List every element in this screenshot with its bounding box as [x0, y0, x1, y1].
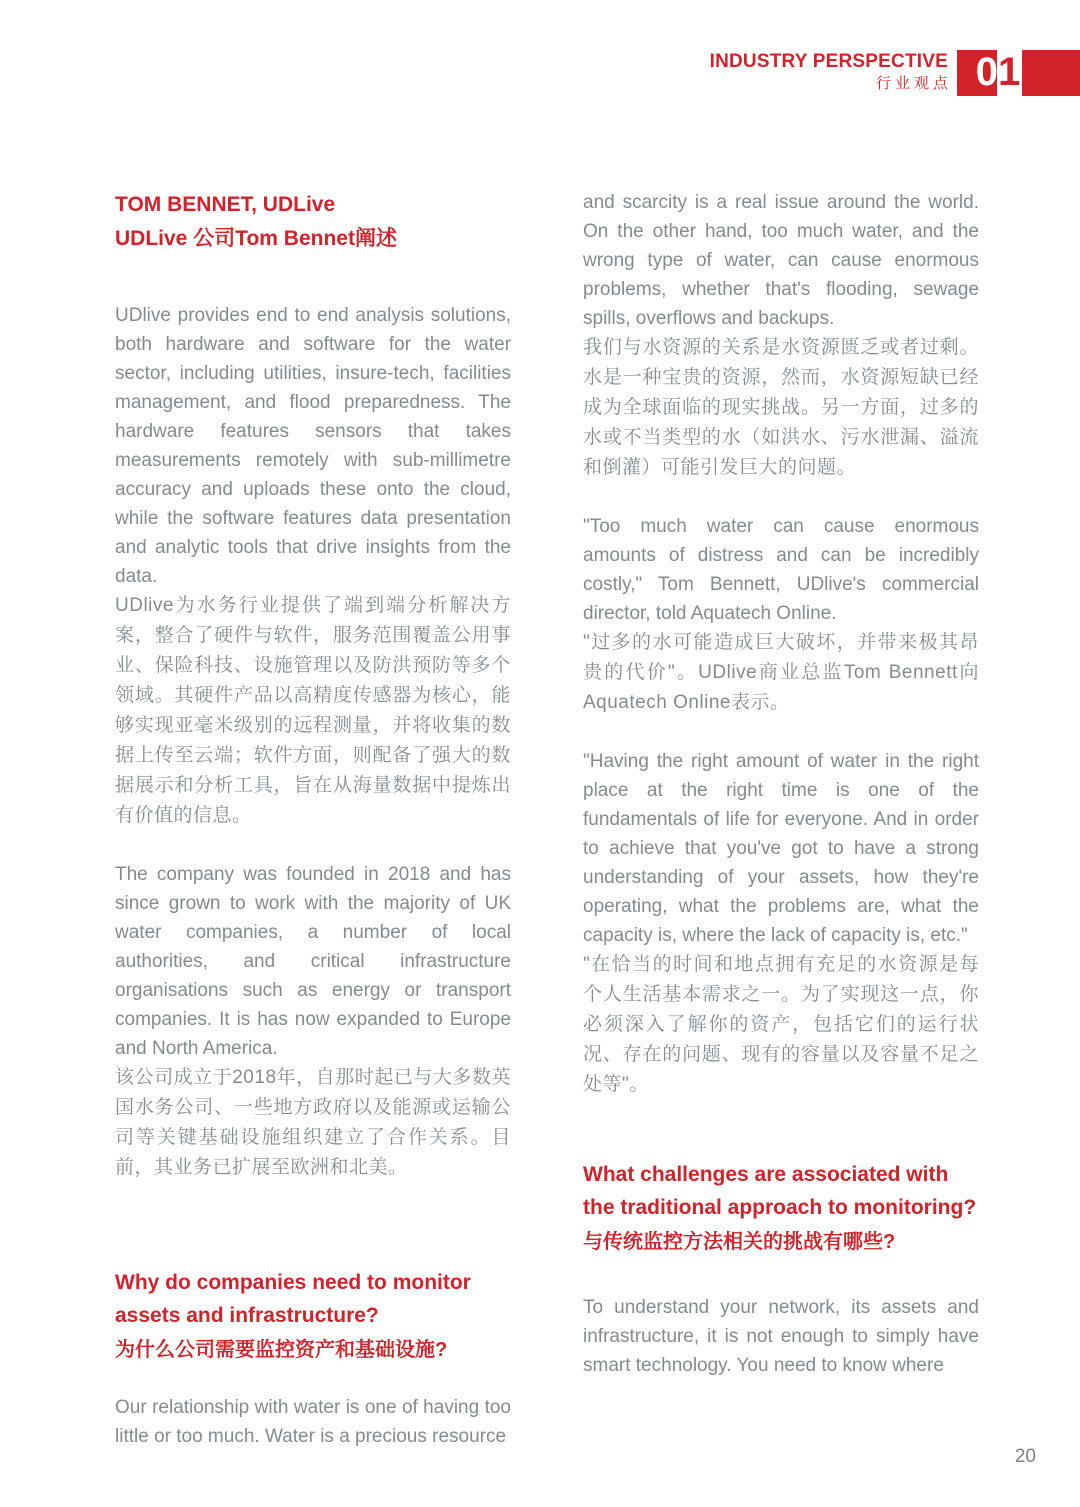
paragraph-en: To understand your network, its assets and infrastructure, it is not enough to simply have smart technology. You need to know where: [583, 1297, 979, 1376]
paragraph-en: "Having the right amount of water in the right place at the right time is one of the fundamentals of life for everyone. And in order to achieve that you've got to have a strong understanding of your assets, how they're operating, what the problems are, what the capacity is, where the lack of capacity is, etc.": [583, 751, 979, 946]
paragraph-en: Our relationship with water is one of having too little or too much. Water is a precious resource: [115, 1397, 511, 1447]
issue-badge-right-block: [1022, 50, 1080, 96]
issue-badge-left-block: [957, 50, 997, 96]
issue-number-badge: [957, 50, 1080, 96]
paragraph-en: "Too much water can cause enormous amounts of distress and can be incredibly costly," Tom Bennett, UDlive's commercial director, told Aquatech Online.: [583, 516, 979, 624]
question-heading-monitor: [115, 1266, 511, 1368]
paragraph-cn: "过多的水可能造成巨大破坏，并带来极其昂贵的代价"。UDlive商业总监Tom Bennett向Aquatech Online表示。: [583, 632, 979, 713]
paragraph-en: UDlive provides end to end analysis solutions, both hardware and software for the water sector, including utilities, insure-tech, facilities management, and flood preparedness. The hardware features sensors that takes measurements remotely with sub-millimetre accuracy and uploads these onto the cloud, while the software features data presentation and analytic tools that drive insights from the data.: [115, 305, 511, 587]
speaker-heading-en: TOM BENNET, UDLive: [115, 193, 336, 216]
issue-digit-one: 1: [998, 50, 1021, 94]
answer-start-block: [115, 1393, 511, 1451]
quote-costly-block: [583, 512, 979, 718]
question-cn: 与传统监控方法相关的挑战有哪些?: [583, 1231, 896, 1253]
left-column: [115, 188, 511, 1451]
answer-start-block: [583, 1293, 979, 1380]
paragraph-cn: 该公司成立于2018年，自那时起已与大多数英国水务公司、一些地方政府以及能源或运输公司等关键基础设施组织建立了合作关系。目前，其业务已扩展至欧洲和北美。: [115, 1067, 511, 1178]
page-header: [710, 50, 1080, 96]
question-en: What challenges are associated with the traditional approach to monitoring?: [583, 1163, 977, 1219]
page-number: 20: [1014, 1446, 1036, 1467]
paragraph-cn: UDlive为水务行业提供了端到端分析解决方案，整合了硬件与软件，服务范围覆盖公用事业、保险科技、设施管理以及防洪预防等多个领域。其硬件产品以高精度传感器为核心，能够实现亚毫米级别的远程测量，并将收集的数据上传至云端；软件方面，则配备了强大的数据展示和分析工具，旨在从海量数据中提炼出有价值的信息。: [115, 595, 511, 826]
paragraph-en: and scarcity is a real issue around the world. On the other hand, too much water, and the wrong type of water, can cause enormous problems, whether that's flooding, sewage spills, overflows and backups.: [583, 192, 979, 329]
header-text: [709, 50, 952, 95]
article-columns: [115, 188, 979, 1451]
question-heading-challenges: [583, 1158, 979, 1260]
question-cn: 为什么公司需要监控资产和基础设施?: [115, 1339, 448, 1361]
paragraph-cn: "在恰当的时间和地点拥有充足的水资源是每个人生活基本需求之一。为了实现这一点，你必须深入了解你的资产，包括它们的运行状况、存在的问题、现有的容量以及容量不足之处等"。: [583, 954, 979, 1095]
quote-fundamentals-block: [583, 747, 979, 1100]
issue-digit-zero: 0: [975, 50, 997, 94]
water-scarcity-block: [583, 188, 979, 483]
intro-block: [115, 301, 511, 831]
paragraph-en: The company was founded in 2018 and has since grown to work with the majority of UK water companies, a number of local authorities, and critical infrastructure organisations such as energy or transport companies. It is has now expanded to Europe and North America.: [115, 864, 511, 1059]
speaker-heading-cn: UDLive 公司Tom Bennet阐述: [115, 227, 397, 250]
header-subtitle: 行业观点: [875, 75, 952, 92]
paragraph-cn: 我们与水资源的关系是水资源匮乏或者过剩。水是一种宝贵的资源，然而，水资源短缺已经成为全球面临的现实挑战。另一方面，过多的水或不当类型的水（如洪水、污水泄漏、溢流和倒灌）可能引发巨大的问题。: [583, 337, 979, 478]
right-column: [583, 188, 979, 1451]
section-heading-speaker: [115, 188, 511, 256]
company-history-block: [115, 860, 511, 1183]
question-en: Why do companies need to monitor assets and infrastructure?: [115, 1271, 471, 1327]
header-title: INDUSTRY PERSPECTIVE: [709, 51, 948, 72]
